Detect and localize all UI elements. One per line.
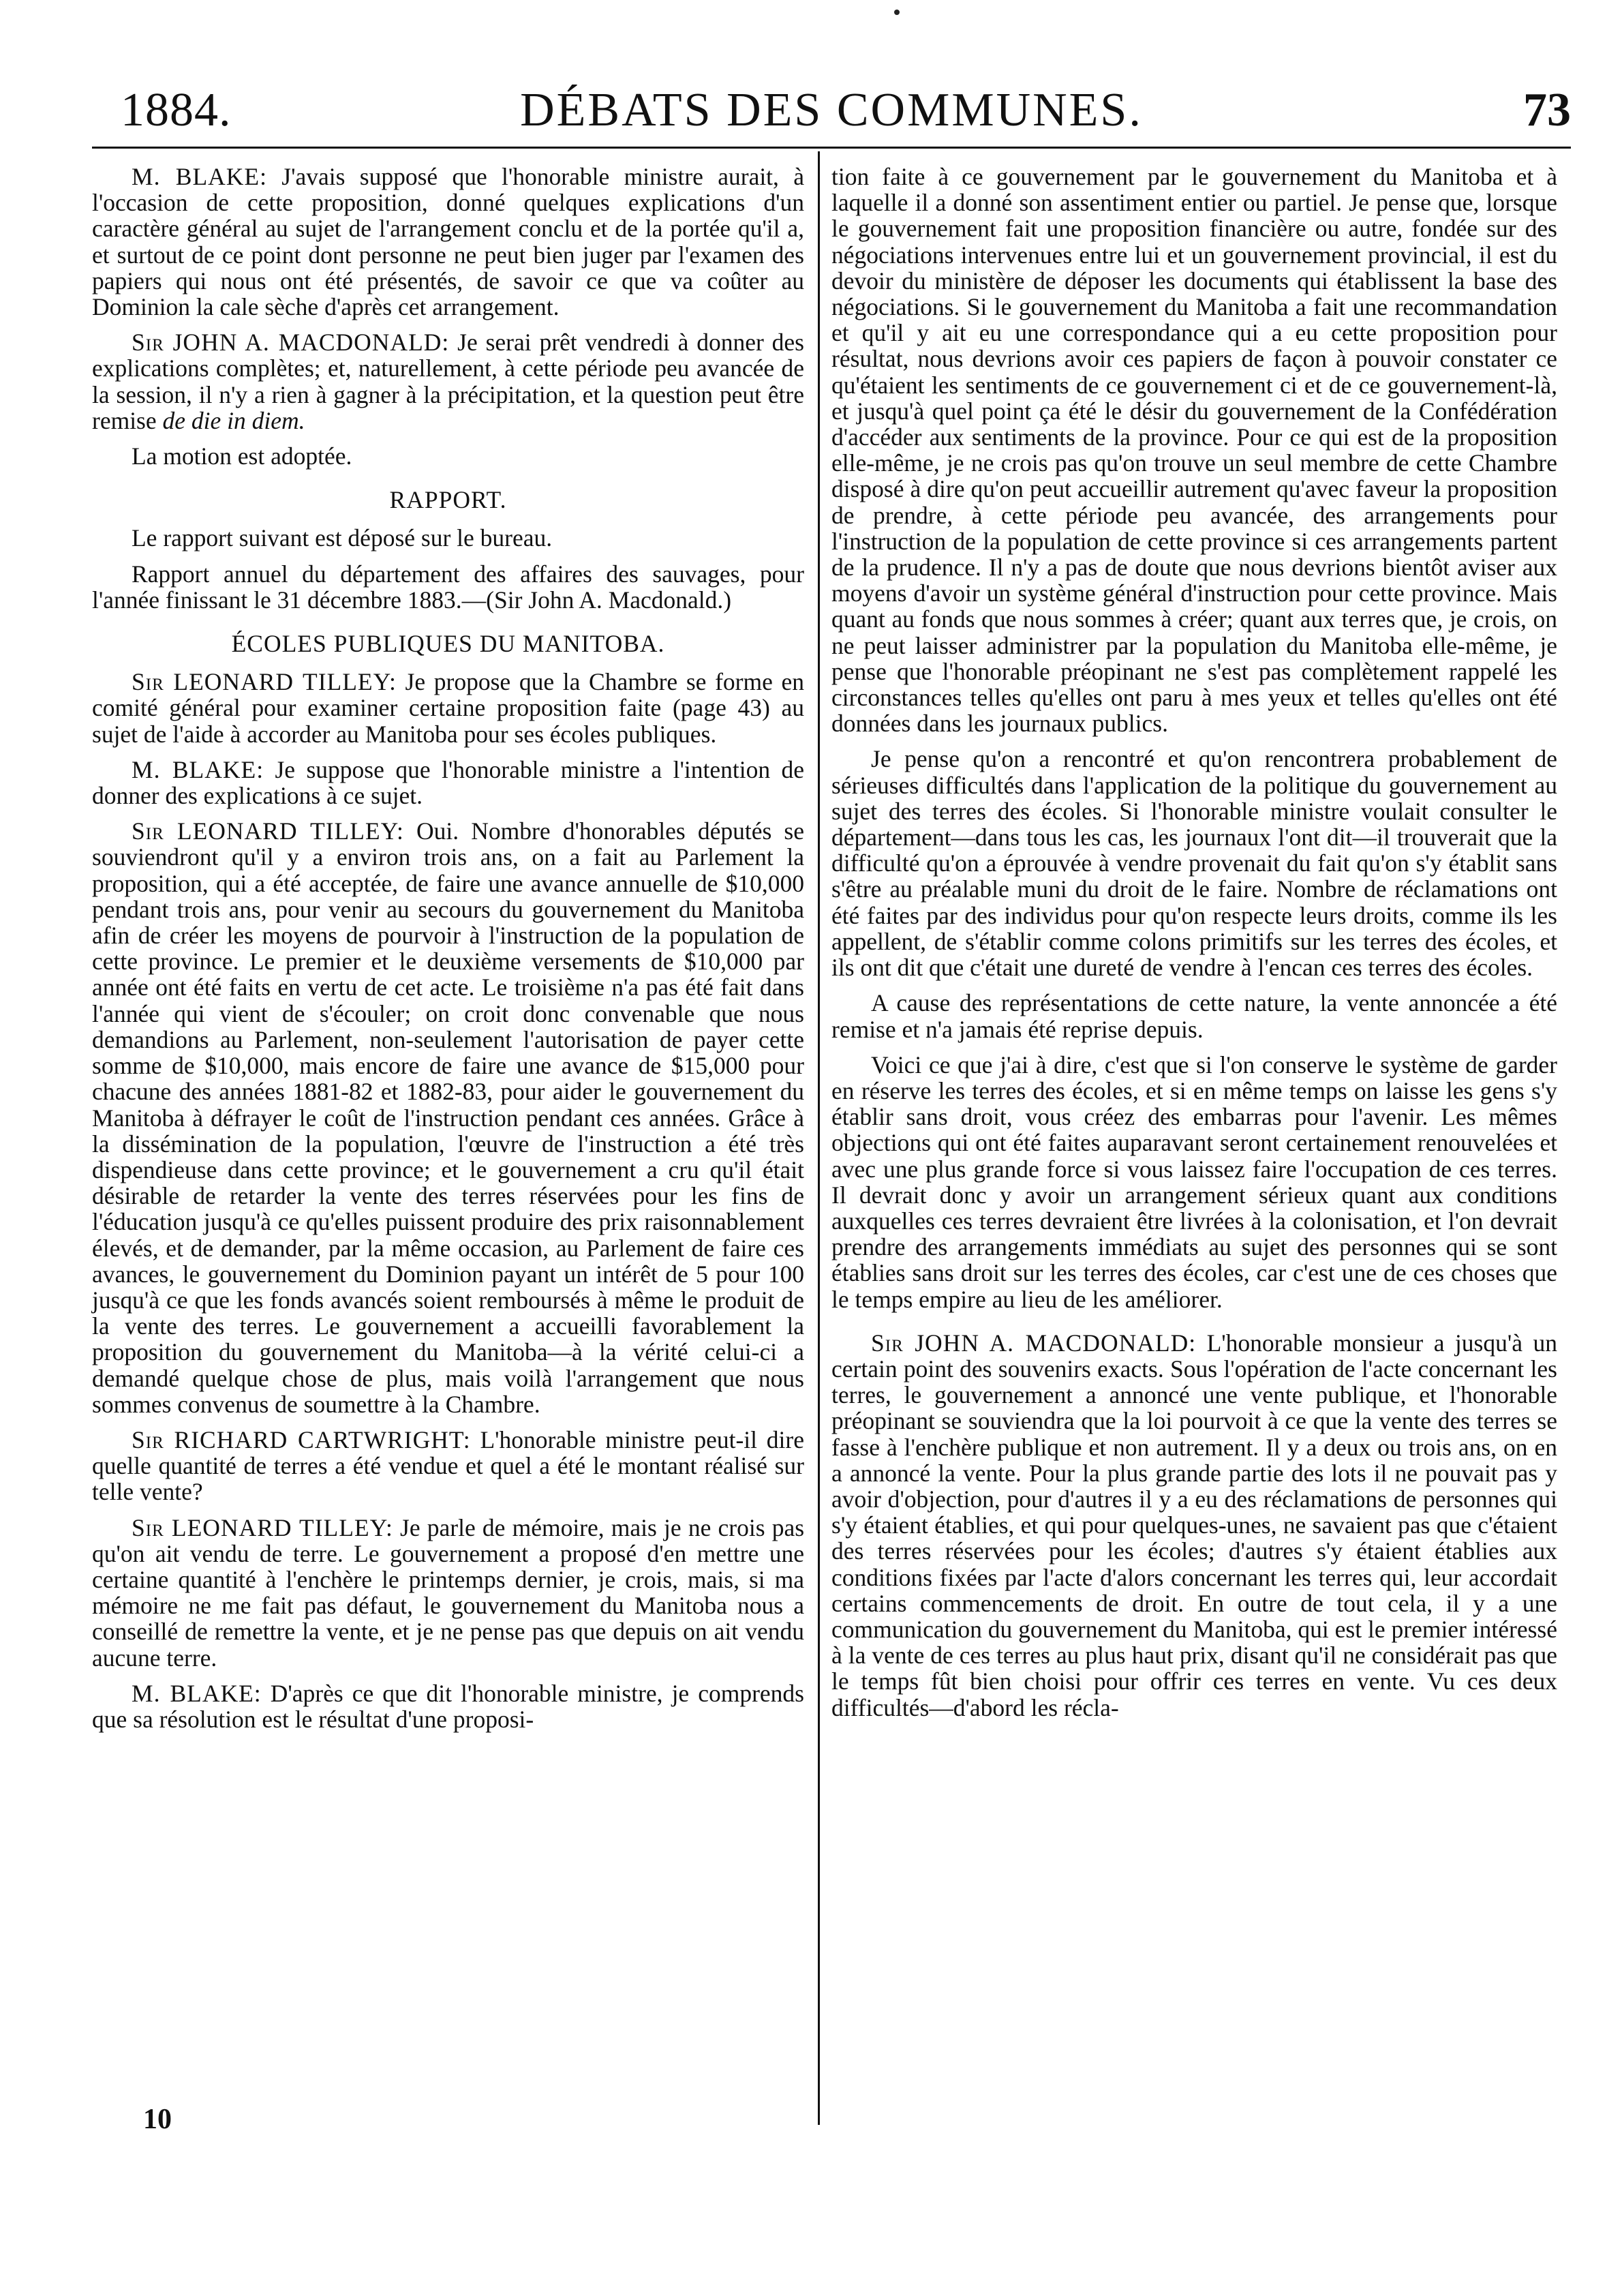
paragraph: Voici ce que j'ai à dire, c'est que si l'on conserve le système de garder en réserve les terres des écoles, et si en même temps on laisse les gens s'y établir sans droit, vous créez des embarras pour l'avenir. Les mêmes objections qui ont été faites auparavant seront certainement renouvelées et avec une plus grande force si vous laissez faire l'occupation de ces terres. Il devrait donc y avoir un arrangement sérieux quant aux conditions auxquelles ces terres devraient être livrées à la colonisation, et l'on devrait prendre des arrangements immédiats au sujet des personnes qui se sont établies sans droit sur les terres des écoles, car c'est une de ces choses que le temps empire au lieu de les améliorer. <box>831 1051 1557 1313</box>
speaker-name: M. BLAKE: <box>132 1679 262 1707</box>
header-year: 1884. <box>121 84 232 136</box>
paragraph-text: L'honorable monsieur a jusqu'à un certain point des souvenirs exacts. Sous l'opération de l'acte concernant les terres, le gouvernement a annoncé une vente publique, et l'honorable préopinant se souviendra que la loi pourvoit à ce que la vente des terres se fasse à l'enchère publique et non autrement. Il y a deux ou trois ans, on en a annoncé la vente. Pour la plus grande partie des lots il ne pouvait pas y avoir d'objection, pour d'autres il y a eu des réclamations de personnes qui s'y étaient établies, et qui pour quelques-unes, ne savaient pas que c'étaient des terres réservées pour les écoles; d'autres s'y étaient établies aux conditions fixées par l'acte d'alors concernant les terres qui, leur accordait certains commencements de droit. En outre de tout cela, il y a une communication du gouvernement du Manitoba, qui est le premier intéressé à la vente de ces terres au plus haut prix, disant qu'il ne considérait pas que le temps fût bien choisi pour offrir ces terres en vente. Vu ces deux difficultés—d'abord les récla- <box>831 1329 1557 1721</box>
paragraph: Le rapport suivant est déposé sur le bureau. <box>132 524 553 552</box>
speaker-name: Sir JOHN A. MACDONALD: <box>132 329 450 357</box>
paragraph <box>92 164 804 320</box>
paragraph: Je pense qu'on a rencontré et qu'on rencontrera probablement de sérieuses difficultés dans l'application de la politique du gouvernement au sujet des terres des écoles. Si l'honorable ministre voulait consulter le département—dans tous les cas, les journaux l'ont dit—il trouverait que la difficulté qu'on a éprouvée à vendre provenait du fait qu'on s'y établit sans s'être au préalable muni du droit de le faire. Nombre de réclamations ont été faites par des individus pour qu'on respecte leurs droits, comme ils les appellent, de s'établir comme colons primitifs sur les terres des écoles, et ils ont dit que c'était une dureté de vendre à l'encan ces terres des écoles. <box>831 745 1557 982</box>
right-column <box>831 164 1557 1730</box>
paragraph <box>92 329 804 434</box>
paragraph <box>92 1515 804 1671</box>
speaker-name: Sir RICHARD CARTWRIGHT: <box>132 1425 471 1453</box>
speaker-name: Sir JOHN A. MACDONALD: <box>871 1329 1197 1357</box>
speaker-name: Sir LEONARD TILLEY: <box>132 668 397 696</box>
paragraph-text: Je serai prêt vendredi à donner des explications complètes; et, naturellement, à cette période peu avancée de la session, il n'y a rien à gagner à la précipitation, et la question peut être remise <box>92 329 804 434</box>
section-heading: ÉCOLES PUBLIQUES DU MANITOBA. <box>231 630 665 658</box>
paragraph-text: Je suppose que l'honorable ministre a l'intention de donner des explications à ce sujet. <box>92 755 805 810</box>
page-header <box>92 76 1571 145</box>
signature-number: 10 <box>143 2104 172 2135</box>
paragraph <box>92 1427 804 1505</box>
column-divider <box>818 151 820 2125</box>
paragraph-text: Je parle de mémoire, mais je ne crois pas qu'on ait vendu de terre. Le gouvernement a proposé d'en mettre une certaine quantité à l'enchère le printemps dernier, je crois, mais, si ma mémoire ne me fait pas défaut, le gouvernement du Manitoba nous a conseillé de remettre la vente, et je ne pense pas que depuis on ait vendu aucune terre. <box>92 1513 805 1672</box>
paragraph-text: D'après ce que dit l'honorable ministre, je comprends que sa résolution est le résultat d'une proposi- <box>92 1679 804 1733</box>
paragraph: Rapport annuel du département des affaires des sauvages, pour l'année finissant le 31 décembre 1883.—(Sir John A. Macdonald.) <box>92 560 804 614</box>
paragraph: tion faite à ce gouvernement par le gouvernement du Manitoba et à laquelle il a donné son assentiment entier ou partiel. Je pense que, lorsque le gouvernement fait une proposition financière ou autre, fondée sur des négociations intervenues entre lui et un gouvernement provincial, il est du devoir du ministère de déposer les documents qui établissent la base des négociations. Si le gouvernement du Manitoba a fait une recommandation et qu'il y ait eu une correspondance qui a eu cette proposition pour résultat, nous devrions avoir ces papiers de façon à pouvoir constater ce qu'étaient les sentiments de ce gouvernement ci et de ce gouvernement-là, et jusqu'à quel point ça été le désir du gouvernement de la Confédération d'accéder aux sentiments de la province. Pour ce qui est de la proposition elle-même, je ne crois pas qu'on trouve un seul membre de cette Chambre disposé à dire qu'on peut accueillir autrement qu'avec faveur la proposition de prendre, à cette période peu avancée, des arrangements pour l'instruction de la population de cette province si ces arrangements partent de la prudence. Il n'y a pas de doute que nous devrions bientôt aviser aux moyens d'avoir un système général d'instruction pour cette province. Mais quant au fonds que nous sommes à créer; quant aux terres que, je crois, on ne peut laisser administrer par la population du Manitoba elle-même, je pense que l'honorable préopinant ne s'est pas complètement rappelé les circonstances telles qu'elles ont paru à mes yeux et telles qu'elles ont été données dans les journaux publics. <box>831 163 1557 738</box>
left-column <box>92 164 804 1742</box>
paragraph-text: J'avais supposé que l'honorable ministre aurait, à l'occasion de cette proposition, donné quelques explications d'un caractère général au sujet de l'arrangement conclu et de la portée qu'il a, et surtout de ce point dont personne ne peut bien juger par l'examen des papiers qui nous ont été présentés, de savoir ce que va coûter au Dominion la cale sèche d'après cet arrangement. <box>92 163 805 321</box>
latin-phrase: de die in diem. <box>162 406 305 434</box>
header-title: DÉBATS DES COMMUNES. <box>520 84 1143 136</box>
paragraph <box>831 1330 1557 1721</box>
speaker-name: Sir LEONARD TILLEY: <box>132 1513 393 1541</box>
header-page-number: 73 <box>1523 84 1571 136</box>
print-speck <box>894 10 900 15</box>
paragraph-text: Je propose que la Chambre se forme en comité général pour examiner certaine proposition faite (page 43) au sujet de l'aide à accorder au Manitoba pour ses écoles publiques. <box>92 668 805 748</box>
speaker-name: Sir LEONARD TILLEY: <box>132 817 404 845</box>
speaker-name: M. BLAKE: <box>132 163 267 190</box>
paragraph: A cause des représentations de cette nature, la vente annoncée a été remise et n'a jamais été reprise depuis. <box>831 989 1557 1043</box>
paragraph: La motion est adoptée. <box>132 442 352 470</box>
paragraph-text: Oui. Nombre d'honorables députés se souviendront qu'il y a environ trois ans, on a fait au Parlement la proposition, qui a été acceptée, de faire une avance annuelle de $10,000 pendant trois ans, pour venir au secours du gouvernement du Manitoba afin de créer les moyens de pourvoir à l'instruction de la population de cette province. Le premier et le deuxième versements de $10,000 par année ont été faits en vertu de cet acte. Le troisième n'a pas été fait dans l'année qui vient de s'écouler; on croit donc convenable que nous demandions au Parlement, non-seulement l'autorisation de payer cette somme de $10,000, mais encore de faire une avance de $15,000 pour chacune des années 1881-82 et 1882-83, pour aider le gouvernement du Manitoba à défrayer le coût de l'instruction pendant ces années. Grâce à la dissémination de la population, l'œuvre de l'instruction a été très dispendieuse dans cette province; et le gouvernement a cru qu'il était désirable de retarder la vente des terres réservées pour les fins de l'éducation jusqu'à ce qu'elles puissent produire des prix raisonnablement élevés, et de demander, par la même occasion, au Parlement de faire ces avances, le gouvernement du Dominion payant un intérêt de 5 pour 100 jusqu'à ce que les fonds avancés soient remboursés à même le produit de la vente des terres. Le gouvernement a accueilli favorablement la proposition du gouvernement du Manitoba—à la vérité celui-ci a demandé quelque chose de plus, mais voilà l'arrangement que nous sommes convenus de soumettre à la Chambre. <box>92 817 804 1418</box>
speaker-name: M. BLAKE: <box>132 755 264 783</box>
section-heading: RAPPORT. <box>389 486 507 514</box>
paragraph <box>92 818 804 1417</box>
paragraph <box>92 669 804 747</box>
paragraph-text: L'honorable ministre peut-il dire quelle quantité de terres a été vendue et quel a été le montant réalisé sur telle vente? <box>92 1425 804 1506</box>
header-rule <box>92 147 1571 149</box>
paragraph <box>92 1680 804 1732</box>
paragraph <box>92 757 804 809</box>
